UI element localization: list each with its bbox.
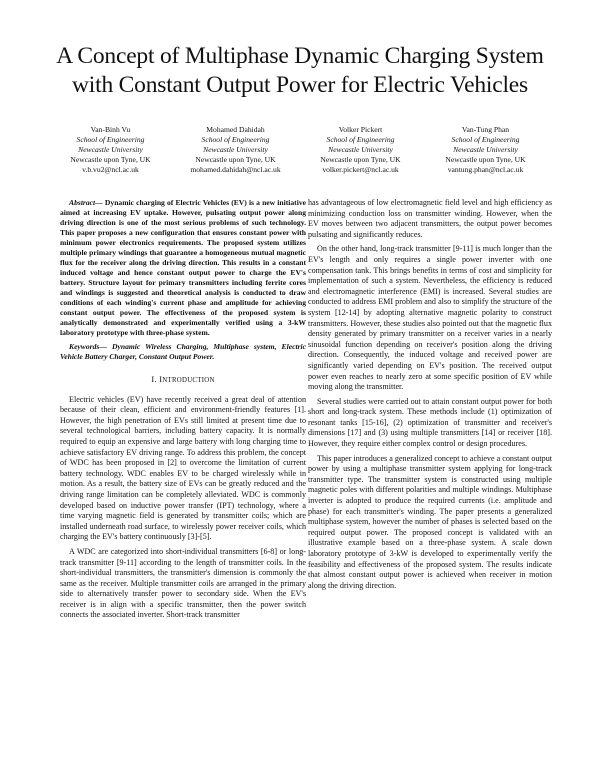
author-affiliation: School of Engineering — [326, 135, 395, 144]
author-university: Newcastle University — [453, 145, 518, 154]
author-affiliation: School of Engineering — [451, 135, 520, 144]
body-paragraph: On the other hand, long-track transmitter [9-11] is much longer than the EV's length and only requires a single power inverter with one compensation tank. This brings benefits in terms of cost and simplicity for implementation of such a system. Nevertheless, the efficiency is reduced and electromagnetic interference (EMI) is increased. Several studies are conducted to address EMI problem and also to simplify the structure of the system [12-14] by adopting alternative magnetic polarity to construct transmitters. However, these studies also pointed out that the magnetic flux density generated by primary transmitter on a receiver varies in a nearly sinusoidal function depending on receiver's position along the driving direction. Consequently, the induced voltage and received power are significantly varied depending on EV's position. The received output power even reaches to nearly zero at some specific position of EV while moving along the transmitter. — [308, 244, 552, 392]
abstract-label: Abstract — [69, 198, 96, 207]
title-line-1: A Concept of Multiphase Dynamic Charging System — [56, 43, 544, 69]
body-paragraph: has advantageous of low electromagnetic field level and high efficiency as minimizing conduction loss on transmitter winding. However, when the EV moves between two adjacent transmitters, the output power becomes pulsating and significantly reduces. — [308, 198, 552, 239]
author-city: Newcastle upon Tyne, UK — [320, 155, 401, 164]
section-title-rest: NTRODUCTION — [162, 377, 215, 384]
author-university: Newcastle University — [328, 145, 393, 154]
author-name: Van-Tung Phan — [461, 125, 510, 134]
author-email[interactable]: volker.pickert@ncl.ac.uk — [322, 165, 399, 174]
author-1 — [48, 125, 173, 175]
author-city: Newcastle upon Tyne, UK — [70, 155, 151, 164]
author-name: Mohamed Dahidah — [206, 125, 265, 134]
author-affiliation: School of Engineering — [201, 135, 270, 144]
section-heading-introduction — [60, 375, 306, 387]
author-email[interactable]: v.b.vu2@ncl.ac.uk — [82, 165, 139, 174]
body-paragraph: A WDC are categorized into short-individual transmitters [6-8] or long-track transmitter [9-11] according to the length of transmitter coils. In the short-individual transmitters, the transmitter's dimension is commonly the same as the receiver. Multiple transmitter coils are arranged in the primary side to alternatively transfer power to secondary side. When the EV's receiver is in align with a specific transmitter, then the power switch connects the associated inverter. Short-track transmitter — [60, 546, 306, 620]
author-email[interactable]: vantung.phan@ncl.ac.uk — [447, 165, 524, 174]
author-name: Van-Binh Vu — [90, 125, 131, 134]
author-block — [48, 125, 548, 175]
author-3 — [298, 125, 423, 175]
author-name: Volker Pickert — [338, 125, 383, 134]
abstract-text: — Dynamic charging of Electric Vehicles (EV) is a new initiative aimed at increasing EV uptake. However, pulsating output power along driving direction is one of the most serious problems of such technology. This paper proposes a new configuration that ensures constant power with minimum power electronics requirements. The proposed system utilizes multiple primary windings that guarantee a homogeneous mutual magnetic flux for the receiver along the driving direction. This results in a constant induced voltage and hence constant output power to charge the EV's battery. Structure layout for primary transmitters including ferrite cores and windings is suggested and theoretical analysis is conducted to draw conditions of each winding's current phase and amplitude for achieving constant output power. The effectiveness of the proposed system is analytically demonstrated and experimentally verified using a 3-kW laboratory prototype with three-phase system. — [60, 198, 306, 337]
abstract — [60, 198, 306, 338]
author-city: Newcastle upon Tyne, UK — [445, 155, 526, 164]
paper-title — [40, 42, 560, 100]
author-4 — [423, 125, 548, 175]
body-paragraph: Several studies were carried out to attain constant output power for both short and long-track system. These methods include (1) optimization of resonant tanks [15-16], (2) optimization of transmitter and receiver's dimensions [17] and (3) using multiple transmitters [14] or receiver [18]. However, they require either complex control or design procedures. — [308, 396, 552, 449]
section-first-letter: I — [159, 375, 163, 384]
author-university: Newcastle University — [203, 145, 268, 154]
title-line-2: with Constant Output Power for Electric Vehicles — [72, 72, 528, 98]
author-city: Newcastle upon Tyne, UK — [195, 155, 276, 164]
body-paragraph: Electric vehicles (EV) have recently received a great deal of attention because of their clean, efficient and environment-friendly features [1]. However, the high penetration of EVs still limited at present time due to several technological barriers, including battery capacity. It is normally required to equip an expensive and large battery with long charging time to achieve satisfactory EV driving range. To address this problem, the concept of WDC has been proposed in [2] to overcome the limitation of current battery technology. WDC enables EV to be charged wirelessly while in motion. As a result, the battery size of EVs can be greatly reduced and the driving range limitation can be completely alleviated. WDC is commonly developed based on inductive power transfer (IPT) technology, where a time varying magnetic field is generated by transmitter coils; which are installed underneath road surface, to wirelessly power receiver coils, which charging the EV's battery continuously [3]-[5]. — [60, 394, 306, 542]
section-number: I. — [151, 375, 157, 384]
author-affiliation: School of Engineering — [76, 135, 145, 144]
right-column — [308, 198, 552, 595]
author-2 — [173, 125, 298, 175]
author-university: Newcastle University — [78, 145, 143, 154]
body-paragraph: This paper introduces a generalized concept to achieve a constant output power by using a multiphase transmitter system applying for long-track transmitter type. The transmitter system is constructed using multiple magnetic poles with different polarities and multiple windings. Multiphase inverter is adopted to produce the required currents (i.e. amplitude and phase) for each transmitter's winding. The paper presents a generalized multiphase system, however the number of phases is selected based on the required output power. The proposed concept is validated with an illustrative example based on a three-phase system. A scale down laboratory prototype of 3-kW is developed to experimentally verify the feasibility and effectiveness of the proposed system. The results indicate that almost constant output power is achieved when receiver in motion along the driving direction. — [308, 453, 552, 590]
author-email[interactable]: mohamed.dahidah@ncl.ac.uk — [190, 165, 281, 174]
keywords: Keywords— Dynamic Wireless Charging, Multiphase system, Electric Vehicle Battery Charger, Constant Output Power. — [60, 342, 306, 361]
left-column — [60, 198, 306, 625]
